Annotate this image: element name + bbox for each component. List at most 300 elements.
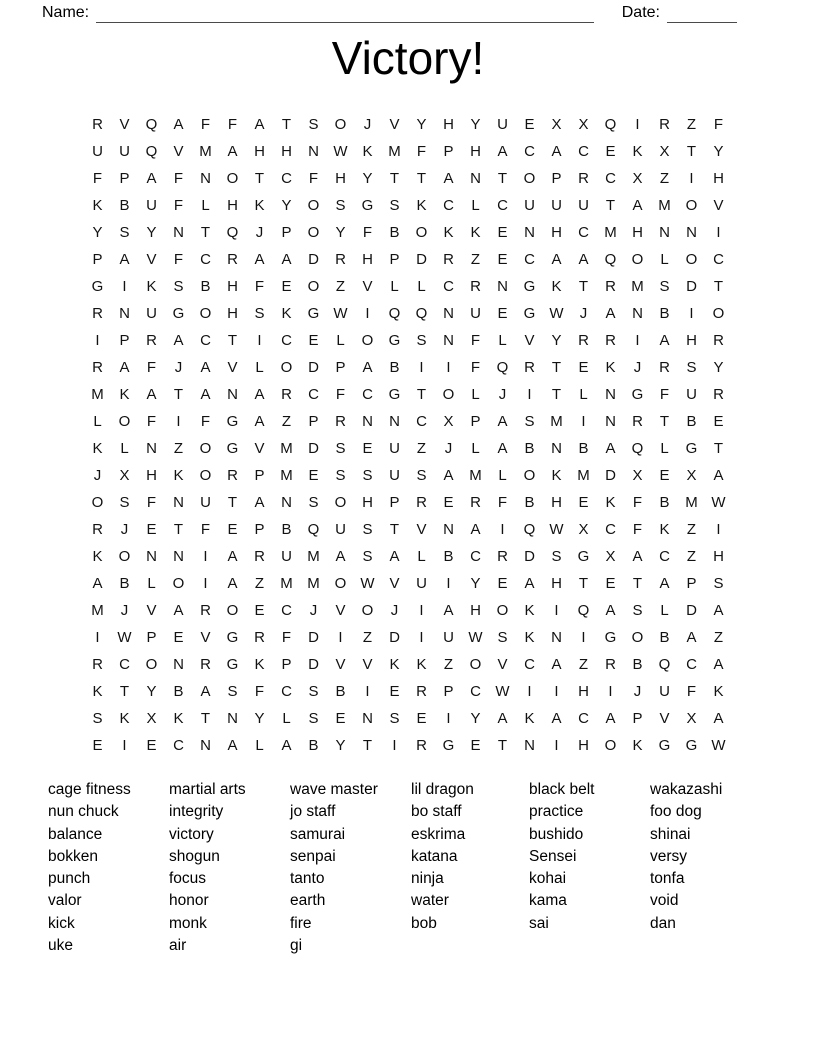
grid-letter: G	[361, 197, 374, 214]
grid-letter: L	[120, 440, 129, 457]
grid-letter: R	[470, 278, 481, 295]
grid-letter: N	[173, 548, 184, 565]
grid-letter: O	[685, 251, 698, 268]
word-item: valor	[48, 892, 82, 910]
grid-letter: A	[632, 548, 643, 565]
grid-letter: S	[308, 494, 319, 511]
grid-letter: L	[417, 548, 426, 565]
grid-letter: X	[632, 170, 643, 187]
grid-letter: U	[389, 440, 400, 457]
grid-letter: F	[713, 116, 724, 133]
grid-letter: L	[147, 575, 156, 592]
grid-letter: A	[470, 521, 481, 538]
grid-letter: X	[686, 710, 697, 727]
grid-letter: P	[92, 251, 103, 268]
grid-letter: F	[659, 386, 670, 403]
grid-letter: O	[685, 197, 698, 214]
grid-letter: N	[524, 737, 535, 754]
grid-letter: J	[120, 602, 129, 619]
grid-letter: N	[632, 305, 643, 322]
grid-letter: Z	[173, 440, 184, 457]
grid-letter: I	[527, 683, 532, 700]
grid-letter: K	[362, 143, 373, 160]
grid-letter: C	[686, 656, 697, 673]
grid-letter: Y	[335, 737, 346, 754]
grid-letter: I	[446, 710, 451, 727]
grid-letter: X	[578, 521, 589, 538]
grid-letter: A	[146, 386, 157, 403]
grid-letter: F	[470, 359, 481, 376]
grid-letter: H	[713, 548, 724, 565]
grid-letter: S	[416, 332, 427, 349]
grid-letter: Q	[226, 224, 239, 241]
grid-letter: K	[551, 467, 562, 484]
grid-letter: A	[524, 575, 535, 592]
word-item: integrity	[169, 803, 224, 821]
grid-letter: Y	[416, 116, 427, 133]
grid-letter: B	[659, 305, 670, 322]
grid-letter: I	[500, 521, 505, 538]
grid-letter: H	[146, 467, 157, 484]
grid-letter: Q	[145, 116, 158, 133]
grid-letter: C	[497, 197, 508, 214]
grid-letter: N	[200, 170, 211, 187]
header	[42, 3, 737, 23]
grid-letter: T	[200, 710, 211, 727]
grid-letter: G	[604, 629, 617, 646]
grid-letter: J	[579, 305, 588, 322]
grid-letter: A	[92, 575, 103, 592]
grid-letter: N	[227, 710, 238, 727]
grid-letter: N	[470, 170, 481, 187]
grid-letter: N	[497, 278, 508, 295]
grid-letter: Q	[496, 359, 509, 376]
grid-letter: A	[551, 710, 562, 727]
grid-letter: Y	[362, 170, 373, 187]
grid-letter: Q	[523, 521, 536, 538]
grid-letter: L	[282, 710, 291, 727]
grid-letter: T	[281, 116, 292, 133]
grid-letter: H	[551, 575, 562, 592]
grid-letter: V	[389, 116, 400, 133]
grid-letter: W	[333, 143, 348, 160]
grid-letter: A	[227, 143, 238, 160]
grid-letter: I	[689, 170, 694, 187]
grid-letter: B	[335, 683, 346, 700]
grid-letter: K	[524, 602, 535, 619]
grid-letter: G	[91, 278, 104, 295]
grid-letter: N	[443, 521, 454, 538]
grid-letter: E	[497, 575, 508, 592]
grid-letter: C	[281, 332, 292, 349]
word-item: versy	[650, 847, 688, 865]
grid-letter: A	[254, 116, 265, 133]
grid-letter: I	[635, 332, 640, 349]
grid-letter: U	[200, 494, 211, 511]
word-item: bob	[411, 914, 437, 932]
grid-letter: H	[551, 224, 562, 241]
grid-letter: S	[308, 710, 319, 727]
grid-letter: U	[686, 386, 697, 403]
word-item: void	[650, 892, 679, 910]
grid-letter: S	[119, 224, 130, 241]
grid-letter: E	[92, 737, 103, 754]
grid-letter: X	[146, 710, 157, 727]
grid-letter: G	[658, 737, 671, 754]
grid-letter: A	[254, 413, 265, 430]
grid-letter: E	[308, 467, 319, 484]
grid-letter: Z	[362, 629, 373, 646]
grid-letter: S	[632, 602, 643, 619]
word-item: honor	[169, 892, 209, 910]
grid-letter: A	[362, 359, 373, 376]
word-item: kick	[48, 914, 75, 932]
word-item: wakazashi	[650, 781, 723, 798]
grid-letter: L	[390, 278, 399, 295]
grid-letter: K	[416, 197, 427, 214]
grid-letter: K	[254, 197, 265, 214]
grid-letter: N	[443, 332, 454, 349]
grid-letter: T	[119, 683, 130, 700]
grid-letter: O	[226, 602, 239, 619]
grid-letter: Q	[307, 521, 320, 538]
grid-letter: Y	[335, 224, 346, 241]
grid-letter: I	[203, 575, 208, 592]
grid-letter: C	[578, 710, 589, 727]
grid-letter: E	[470, 737, 481, 754]
word-item: shinai	[650, 825, 691, 843]
grid-letter: M	[280, 575, 293, 592]
grid-letter: D	[686, 602, 697, 619]
grid-letter: E	[605, 575, 616, 592]
grid-letter: T	[551, 386, 562, 403]
grid-letter: I	[338, 629, 343, 646]
grid-letter: Y	[713, 143, 724, 160]
grid-letter: M	[550, 413, 563, 430]
grid-letter: O	[118, 413, 131, 430]
grid-letter: U	[578, 197, 589, 214]
grid-letter: Q	[604, 116, 617, 133]
grid-letter: F	[308, 170, 319, 187]
grid-letter: S	[362, 521, 373, 538]
grid-letter: R	[605, 332, 616, 349]
grid-letter: P	[686, 575, 697, 592]
grid-letter: X	[659, 143, 670, 160]
grid-letter: V	[335, 656, 346, 673]
grid-letter: N	[173, 656, 184, 673]
grid-letter: E	[524, 116, 535, 133]
grid-letter: A	[605, 305, 616, 322]
grid-letter: G	[523, 278, 536, 295]
grid-letter: H	[335, 170, 346, 187]
grid-letter: V	[416, 521, 427, 538]
grid-letter: T	[227, 332, 238, 349]
grid-letter: S	[119, 494, 130, 511]
grid-letter: S	[308, 683, 319, 700]
grid-letter: N	[443, 305, 454, 322]
grid-letter: K	[713, 683, 724, 700]
grid-letter: D	[308, 656, 319, 673]
grid-letter: Y	[146, 683, 157, 700]
word-item: Sensei	[529, 847, 577, 865]
grid-letter: S	[227, 683, 238, 700]
grid-letter: I	[365, 683, 370, 700]
grid-letter: S	[362, 467, 373, 484]
grid-letter: A	[443, 170, 454, 187]
grid-letter: S	[335, 467, 346, 484]
grid-letter: E	[281, 278, 292, 295]
grid-letter: J	[120, 521, 129, 538]
grid-letter: U	[443, 629, 454, 646]
word-item: tonfa	[650, 870, 685, 888]
grid-letter: N	[227, 386, 238, 403]
grid-letter: K	[524, 710, 535, 727]
grid-letter: C	[308, 386, 319, 403]
grid-letter: U	[551, 197, 562, 214]
grid-letter: Y	[92, 224, 103, 241]
grid-letter: O	[307, 278, 320, 295]
grid-letter: R	[416, 683, 427, 700]
grid-letter: U	[281, 548, 292, 565]
grid-letter: A	[713, 710, 724, 727]
grid-letter: N	[146, 548, 157, 565]
grid-letter: E	[497, 224, 508, 241]
grid-letter: C	[605, 521, 616, 538]
grid-letter: P	[443, 683, 454, 700]
grid-letter: R	[578, 332, 589, 349]
grid-letter: V	[362, 278, 373, 295]
grid-letter: I	[176, 413, 181, 430]
word-item: focus	[169, 870, 207, 888]
grid-letter: B	[119, 575, 130, 592]
word-item: kama	[529, 892, 567, 910]
grid-letter: F	[281, 629, 292, 646]
grid-letter: W	[711, 494, 726, 511]
grid-letter: S	[497, 629, 508, 646]
grid-letter: I	[716, 521, 721, 538]
grid-letter: R	[605, 656, 616, 673]
grid-letter: X	[551, 116, 562, 133]
grid-letter: T	[632, 575, 643, 592]
grid-letter: H	[551, 494, 562, 511]
grid-letter: U	[497, 116, 508, 133]
grid-letter: P	[254, 521, 265, 538]
grid-letter: K	[605, 359, 616, 376]
grid-letter: E	[335, 710, 346, 727]
grid-letter: N	[200, 737, 211, 754]
grid-letter: B	[632, 656, 643, 673]
grid-letter: A	[659, 332, 670, 349]
word-item: air	[169, 937, 187, 955]
grid-letter: R	[200, 602, 211, 619]
grid-letter: J	[363, 116, 372, 133]
grid-letter: O	[631, 629, 644, 646]
grid-letter: S	[389, 710, 400, 727]
grid-letter: A	[389, 548, 400, 565]
grid-letter: E	[362, 440, 373, 457]
grid-letter: V	[146, 251, 157, 268]
grid-letter: N	[389, 413, 400, 430]
grid-letter: R	[659, 116, 670, 133]
grid-letter: C	[281, 602, 292, 619]
grid-letter: T	[173, 386, 184, 403]
grid-letter: P	[254, 467, 265, 484]
grid-letter: F	[146, 359, 157, 376]
grid-letter: K	[119, 386, 130, 403]
grid-letter: A	[254, 494, 265, 511]
grid-letter: T	[497, 737, 508, 754]
grid-letter: G	[307, 305, 320, 322]
grid-letter: P	[146, 629, 157, 646]
grid-letter: Y	[281, 197, 292, 214]
grid-letter: V	[659, 710, 670, 727]
grid-letter: Y	[551, 332, 562, 349]
grid-letter: C	[173, 737, 184, 754]
grid-letter: W	[495, 683, 510, 700]
grid-letter: M	[658, 197, 671, 214]
grid-letter: T	[659, 413, 670, 430]
grid-letter: B	[443, 548, 454, 565]
grid-letter: K	[389, 656, 400, 673]
grid-letter: A	[254, 386, 265, 403]
grid-letter: L	[417, 278, 426, 295]
grid-letter: V	[389, 575, 400, 592]
grid-letter: T	[416, 386, 427, 403]
grid-letter: J	[633, 683, 642, 700]
word-column	[48, 779, 169, 957]
grid-letter: P	[335, 359, 346, 376]
grid-letter: W	[711, 737, 726, 754]
grid-letter: R	[92, 359, 103, 376]
grid-letter: E	[443, 494, 454, 511]
grid-letter: H	[227, 305, 238, 322]
grid-letter: N	[173, 494, 184, 511]
grid-letter: O	[172, 575, 185, 592]
word-item: fire	[290, 914, 312, 932]
grid-letter: A	[227, 737, 238, 754]
grid-letter: K	[92, 683, 103, 700]
grid-letter: A	[227, 575, 238, 592]
grid-letter: F	[200, 413, 211, 430]
grid-letter: D	[308, 359, 319, 376]
grid-letter: E	[578, 359, 589, 376]
grid-letter: A	[146, 170, 157, 187]
word-item: tanto	[290, 870, 325, 888]
word-item: bokken	[48, 847, 98, 865]
grid-letter: S	[416, 467, 427, 484]
grid-letter: K	[92, 197, 103, 214]
grid-letter: V	[713, 197, 724, 214]
grid-letter: X	[578, 116, 589, 133]
grid-letter: C	[200, 251, 211, 268]
grid-letter: A	[659, 575, 670, 592]
grid-letter: O	[226, 170, 239, 187]
grid-letter: F	[632, 494, 643, 511]
grid-letter: H	[281, 143, 292, 160]
word-item: jo staff	[290, 803, 336, 821]
grid-letter: A	[578, 251, 589, 268]
grid-letter: V	[173, 143, 184, 160]
grid-letter: P	[443, 143, 454, 160]
grid-letter: E	[146, 737, 157, 754]
grid-letter: U	[524, 197, 535, 214]
grid-letter: F	[227, 116, 238, 133]
word-item: nun chuck	[48, 803, 119, 821]
grid-letter: X	[443, 413, 454, 430]
grid-letter: K	[659, 521, 670, 538]
grid-letter: A	[281, 251, 292, 268]
grid-letter: F	[173, 251, 184, 268]
grid-letter: N	[362, 413, 373, 430]
grid-letter: I	[608, 683, 613, 700]
grid-letter: R	[578, 170, 589, 187]
grid-letter: T	[686, 143, 697, 160]
grid-letter: A	[605, 710, 616, 727]
grid-letter: O	[604, 737, 617, 754]
grid-letter: Q	[631, 440, 644, 457]
grid-letter: C	[470, 683, 481, 700]
grid-letter: F	[362, 224, 373, 241]
grid-letter: S	[308, 116, 319, 133]
grid-letter: Z	[335, 278, 346, 295]
grid-letter: M	[280, 467, 293, 484]
grid-letter: Z	[470, 251, 481, 268]
grid-letter: V	[362, 656, 373, 673]
grid-letter: G	[172, 305, 185, 322]
grid-letter: A	[173, 602, 184, 619]
grid-letter: K	[92, 440, 103, 457]
grid-letter: H	[632, 224, 643, 241]
grid-letter: O	[199, 467, 212, 484]
grid-letter: I	[527, 386, 532, 403]
grid-letter: Y	[470, 575, 481, 592]
grid-letter: U	[92, 143, 103, 160]
grid-letter: U	[146, 305, 157, 322]
grid-letter: M	[280, 440, 293, 457]
word-item: water	[411, 892, 449, 910]
grid-letter: A	[227, 548, 238, 565]
grid-letter: E	[308, 332, 319, 349]
grid-letter: V	[335, 602, 346, 619]
word-item: sai	[529, 914, 549, 932]
grid-letter: G	[226, 413, 239, 430]
grid-letter: O	[442, 386, 455, 403]
grid-letter: S	[92, 710, 103, 727]
grid-letter: G	[523, 305, 536, 322]
grid-letter: H	[362, 251, 373, 268]
grid-letter: N	[551, 629, 562, 646]
grid-letter: I	[716, 224, 721, 241]
grid-letter: E	[605, 143, 616, 160]
grid-letter: E	[659, 467, 670, 484]
grid-letter: M	[307, 548, 320, 565]
grid-letter: H	[227, 197, 238, 214]
grid-letter: V	[200, 629, 211, 646]
grid-letter: Q	[604, 251, 617, 268]
grid-letter: L	[660, 440, 669, 457]
grid-letter: L	[579, 386, 588, 403]
grid-letter: U	[659, 683, 670, 700]
grid-letter: J	[309, 602, 318, 619]
grid-letter: F	[146, 494, 157, 511]
grid-letter: G	[226, 629, 239, 646]
grid-letter: U	[389, 467, 400, 484]
grid-letter: S	[335, 440, 346, 457]
grid-letter: H	[227, 278, 238, 295]
grid-letter: G	[631, 386, 644, 403]
grid-letter: I	[581, 413, 586, 430]
word-item: practice	[529, 803, 584, 821]
